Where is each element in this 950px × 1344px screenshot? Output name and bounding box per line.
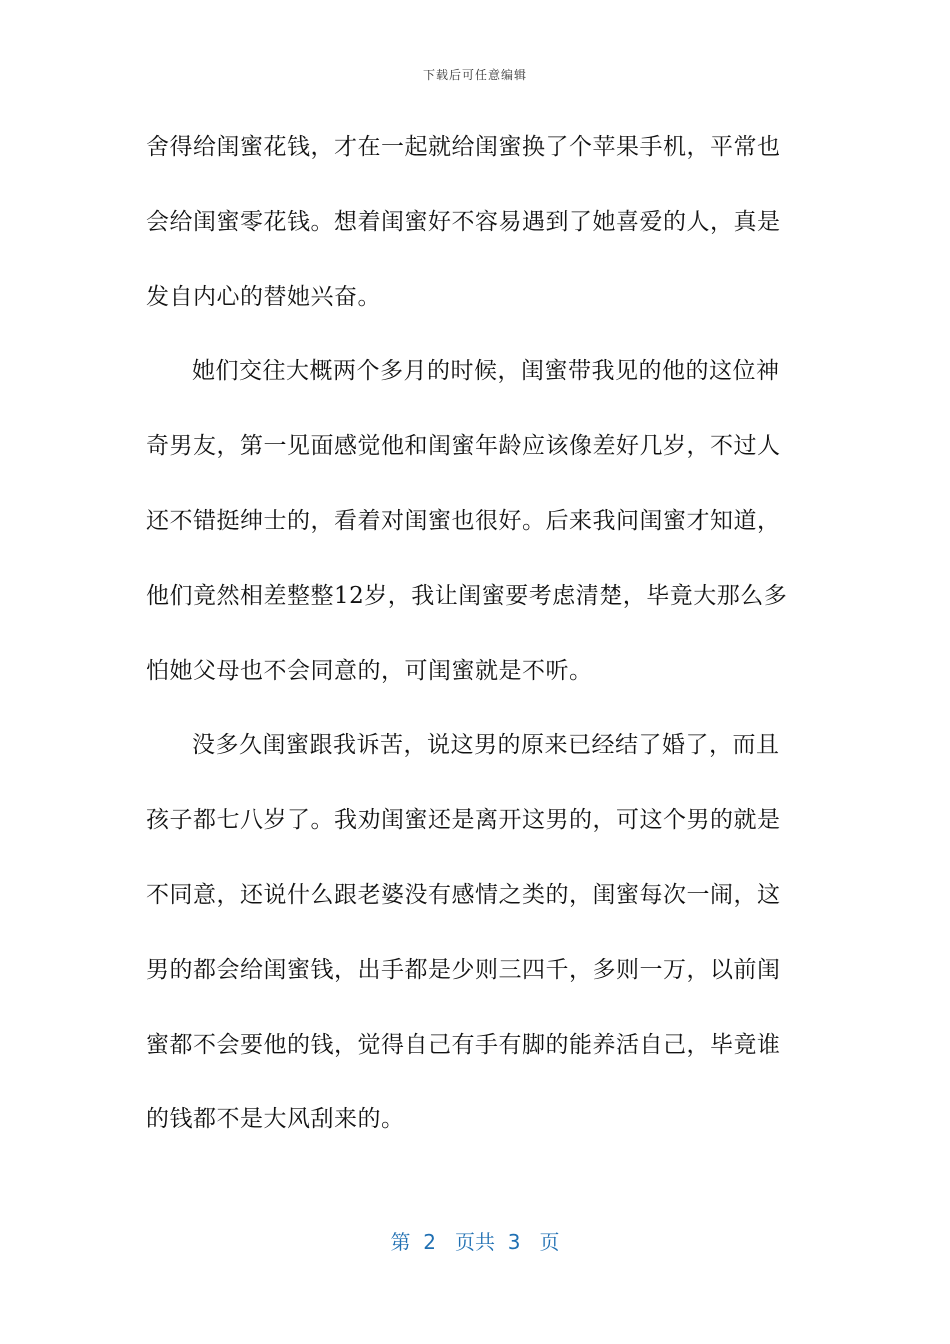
text-line: 还不错挺绅士的，看着对闺蜜也很好。后来我问闺蜜才知道， — [146, 507, 781, 534]
text-line: 没多久闺蜜跟我诉苦，说这男的原来已经结了婚了，而且 — [192, 732, 780, 759]
text-line: 她们交往大概两个多月的时候，闺蜜带我见的他的这位神 — [192, 358, 780, 385]
text-line: 他们竟然相差整整12岁，我让闺蜜要考虑清楚，毕竟大那么多 — [146, 582, 788, 609]
text-line: 奇男友，第一见面感觉他和闺蜜年龄应该像差好几岁，不过人 — [146, 433, 781, 460]
document-body — [146, 110, 806, 1157]
page-header: 下载后可任意编辑 — [422, 68, 527, 82]
text-line: 孩子都七八岁了。我劝闺蜜还是离开这男的，可这个男的就是 — [146, 807, 781, 834]
text-line: 怕她父母也不会同意的，可闺蜜就是不听。 — [146, 657, 593, 684]
text-line: 会给闺蜜零花钱。想着闺蜜好不容易遇到了她喜爱的人，真是 — [146, 208, 781, 235]
text-line: 男的都会给闺蜜钱，出手都是少则三四千，多则一万，以前闺 — [146, 956, 781, 983]
text-line: 蜜都不会要他的钱，觉得自己有手有脚的能养活自己，毕竟谁 — [146, 1031, 781, 1058]
text-line: 舍得给闺蜜花钱，才在一起就给闺蜜换了个苹果手机，平常也 — [146, 134, 781, 160]
text-line: 不同意，还说什么跟老婆没有感情之类的，闺蜜每次一闹，这 — [146, 881, 781, 908]
text-line: 发自内心的替她兴奋。 — [146, 283, 381, 310]
page-number-footer: 第 2 页共 3 页 — [390, 1230, 560, 1254]
text-line: 的钱都不是大风刮来的。 — [146, 1106, 405, 1133]
